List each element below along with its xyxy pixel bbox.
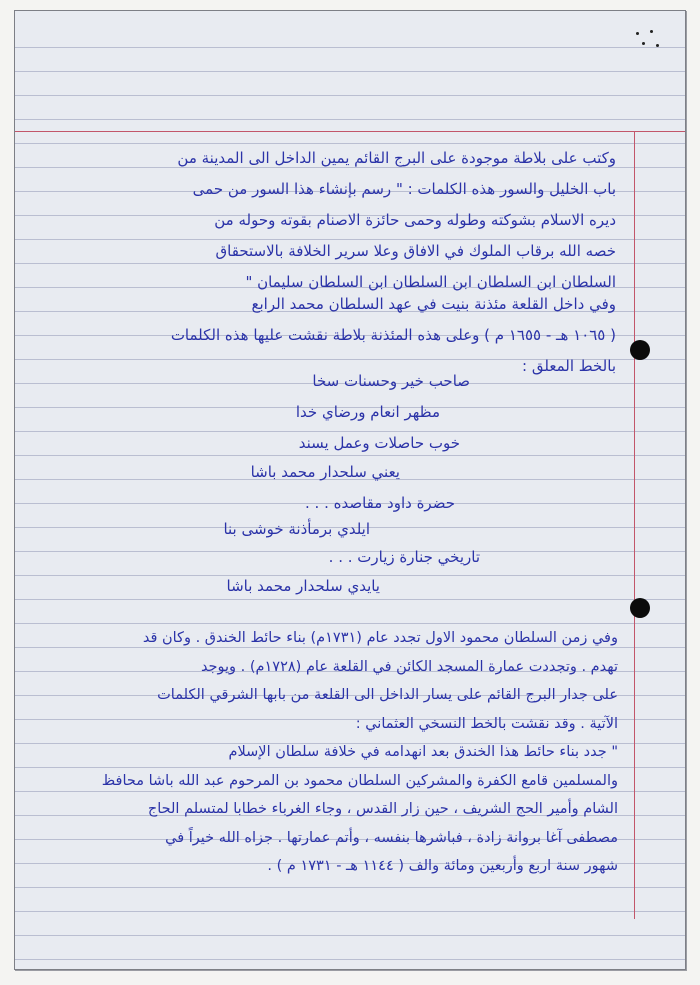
text-line: شهور سنة اربع وأربعين ومائة والف ( ١١٤٤ هـ - ١٧٣١ م ) . (267, 858, 618, 874)
punch-hole-bottom (630, 598, 650, 618)
text-line: السلطان ابن السلطان ابن السلطان ابن السلطان سليمان " (245, 273, 616, 291)
text-line: والمسلمين قامع الكفرة والمشركين السلطان محمود بن المرحوم عبد الله باشا محافظ (101, 772, 618, 789)
paragraph-sultan-mahmud (26, 624, 618, 881)
poem-verse: ايلدي برمأذنة خوشى بنا (223, 520, 370, 538)
poem-verse: خوب حاصلات وعمل يسند (298, 434, 460, 452)
poem-verse: حضرة داود مقاصده . . . (305, 494, 455, 512)
text-line: ديره الاسلام بشوكته وطوله وحمى حائزة الاصنام بقوته وحوله من (214, 211, 616, 229)
red-margin-right-line (634, 132, 635, 919)
text-line: وكتب على بلاطة موجودة على البرج القائم يمين الداخل الى المدينة من (177, 149, 616, 167)
poem-verse: يايدي سلحدار محمد باشا (226, 577, 380, 595)
poem-verse: تاريخي جنارة زيارت . . . (328, 548, 480, 566)
text-line: تهدم . وتجددت عمارة المسجد الكائن في القلعة عام (١٧٢٨م) . ويوجد (200, 658, 618, 675)
text-line: الآتية . وقد نقشت بالخط النسخي العثماني : (355, 715, 618, 732)
text-line: " جدد بناء حائط هذا الخندق بعد انهدامه في خلافة سلطان الإسلام (228, 744, 618, 760)
poem-verse: يعني سلحدار محمد باشا (250, 463, 400, 481)
text-line: مصطفى آغا بروانة زادة ، فباشرها بنفسه ، وأتم عمارتها . جزاه الله خيراً في (165, 829, 618, 846)
text-line: وفي داخل القلعة مئذنة بنيت في عهد السلطان محمد الرابع (251, 295, 616, 313)
poem-verse: مظهر انعام ورضاي خدا (295, 403, 440, 421)
punch-hole-top (630, 340, 650, 360)
text-line: ( ١٠٦٥ هـ - ١٦٥٥ م ) وعلى هذه المئذنة بلاطة نقشت عليها هذه الكلمات (170, 326, 616, 344)
text-line: بالخط المعلق : (522, 357, 616, 375)
text-line: خصه الله برقاب الملوك في الافاق وعلا سرير الخلافة بالاستحقاق (215, 242, 616, 260)
text-line: على جدار البرج القائم على يسار الداخل الى القلعة من بابها الشرقي الكلمات (157, 687, 618, 703)
text-line: وفي زمن السلطان محمود الاول تجدد عام (١٧٣١م) بناء حائط الخندق . وكان قد (142, 630, 618, 646)
text-line: باب الخليل والسور هذه الكلمات : " رسم بإنشاء هذا السور من حمى (192, 180, 616, 198)
scan-specks (632, 28, 662, 58)
poem-verse: صاحب خير وحسنات سخا (312, 372, 470, 390)
text-line: الشام وأمير الحج الشريف ، حين زار القدس ، وجاء الغرباء خطابا لمتسلم الحاج (147, 801, 618, 817)
